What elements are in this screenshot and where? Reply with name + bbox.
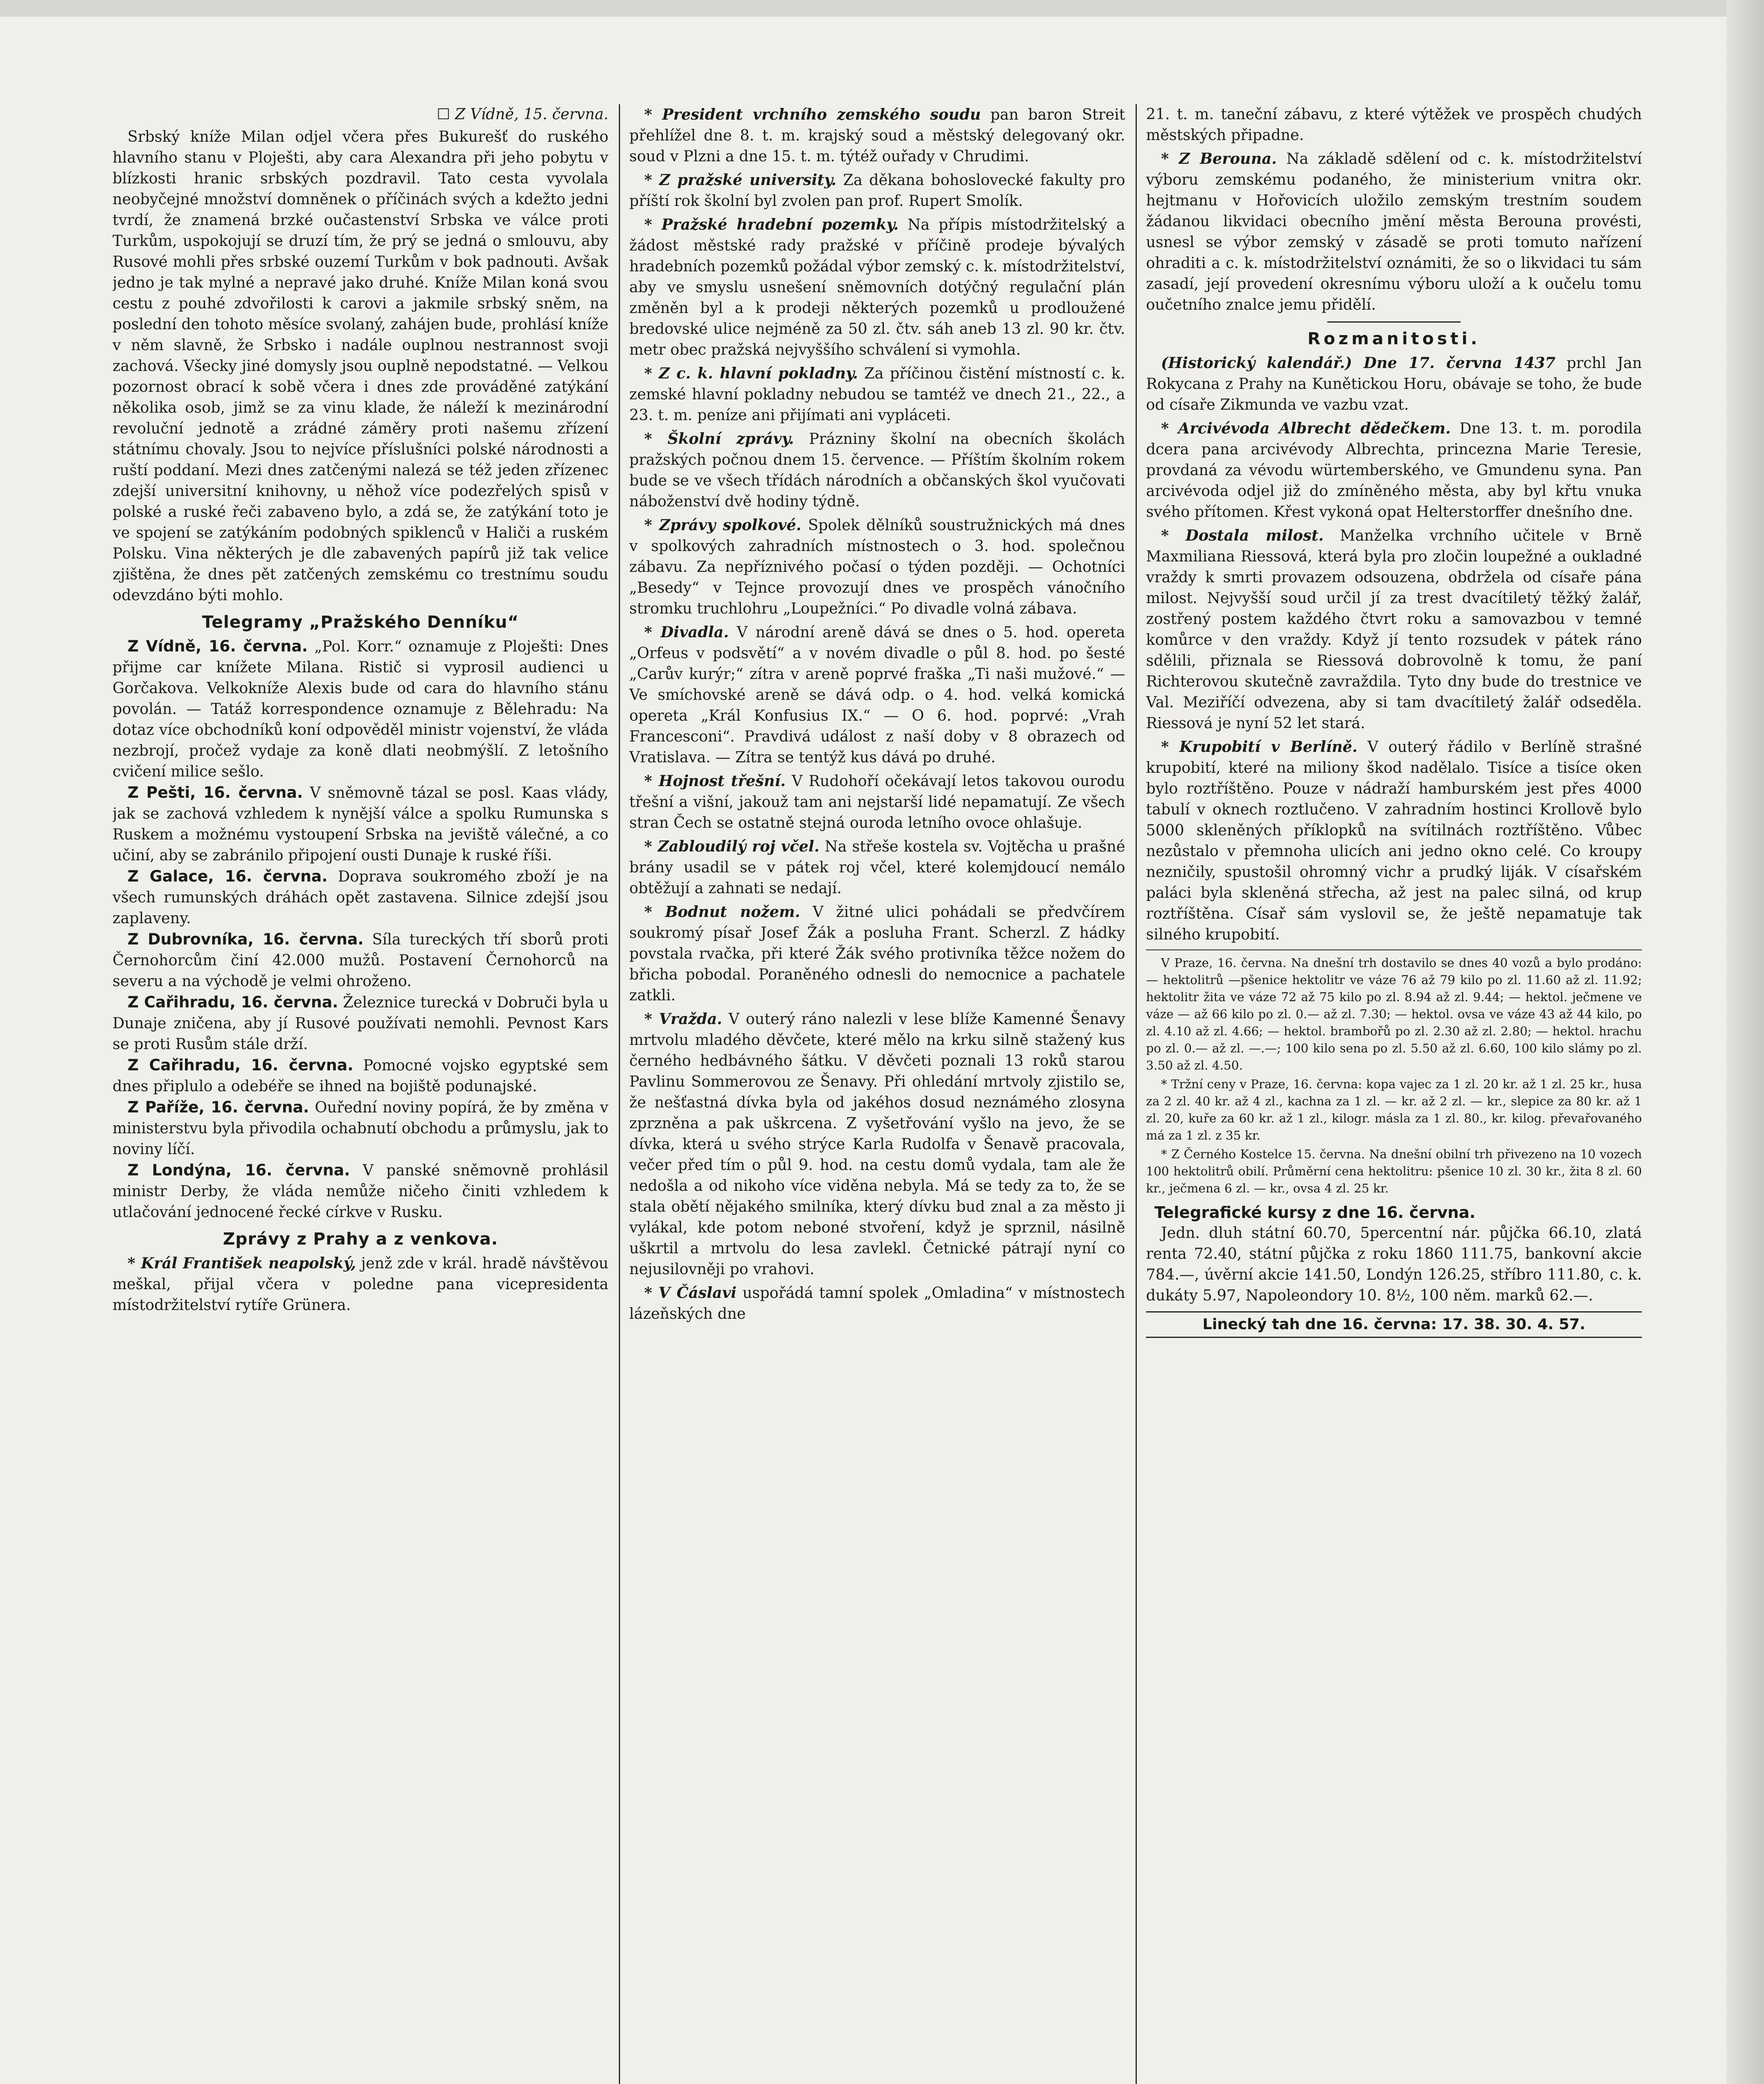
article-club-news	[629, 515, 1125, 619]
article-text: Na střeše kostela sv. Vojtěcha u prašné brány usadil se v pátek roj včel, které kolemjdoucí nemálo obtěžují a zahnati se nedají.	[629, 838, 1125, 897]
article-lead: * Arcivévoda Albrecht dědečkem.	[1161, 420, 1451, 437]
article-university	[629, 170, 1125, 212]
article-text: Dne 13. t. m. porodila dcera pana arcivévody Albrechta, princezna Marie Teresie, provdaná za vévodu würtemberského, ve Gmundenu syna. Pan arcivévoda odjel již do zmíněného města, aby byl křtu vnuka svého přítomen. Křest vykoná opat Helterstorffer dnešního dne.	[1146, 420, 1642, 521]
telegram-vienna	[113, 636, 608, 782]
article-king-naples	[113, 1253, 608, 1316]
telegram-place: Z Vídně, 16. června.	[128, 637, 308, 655]
article-bee-swarm	[629, 836, 1125, 899]
article-lead: * Bodnut nožem.	[644, 903, 800, 921]
article-text: V žitné ulici pohádali se předvčírem soukromý písař Josef Žák a posluha Frant. Scherzl. Z hádky povstala rvačka, při které Žák svého protivníka těžce nožem do břicha pobodal. Poraněného odnesli do nemocnice a pachatele zatkli.	[629, 904, 1125, 1004]
telegram-text: Síla tureckých tří sborů proti Černohorcům činí 42.000 mužů. Postavení Černohorců na severu a na východě je velmi ohroženo.	[113, 931, 608, 990]
article-lead: * Zabloudilý roj včel.	[644, 838, 820, 855]
article-text: Spolek dělníků soustružnických má dnes v spolkových zahradních místnostech o 3. hod. společnou zábavu. Za nepříznivého počasí o týden později. — Ochotníci „Besedy“ v Tejnce provozují dnes ve prospěch vánočního stromku truchlohru „Loupežníci.“ Po divadle volná zábava.	[629, 517, 1125, 617]
article-text: prchl Jan Rokycana z Prahy na Kunětickou Horu, obávaje se toho, že bude od císaře Zikmunda ve vazbu vzat.	[1146, 355, 1642, 413]
article-historical-calendar	[1146, 353, 1642, 416]
telegram-text: Doprava soukromého zboží je na všech rumunských dráhách opět zastavena. Silnice zdejší jsou zaplaveny.	[113, 868, 608, 927]
article-lead: * Školní zprávy.	[644, 430, 794, 448]
telegram-text: V panské sněmovně prohlásil ministr Derby, že vláda nemůže ničeho činiti vzhledem k utlačování jednocené řecké církve v Rusku.	[113, 1162, 608, 1221]
article-school-news	[629, 428, 1125, 512]
article-lead: * V Čáslavi	[644, 1284, 737, 1302]
market-reports	[1146, 954, 1642, 1197]
article-murder	[629, 1009, 1125, 1280]
article-president	[629, 104, 1125, 167]
telegram-constantinople-2	[113, 1055, 608, 1097]
article-lead: * Divadla.	[644, 624, 729, 641]
article-text: pan baron Streit přehlížel dne 8. t. m. krajský soud a městský delegovaný okr. soud v Plzni a dne 15. t. m. týtéž ouřady v Chrudimi.	[629, 106, 1125, 165]
divider	[1327, 321, 1461, 323]
telegram-paris	[113, 1097, 608, 1160]
telegram-text: „Pol. Korr.“ oznamuje z Ploješti: Dnes přijme car knížete Milana. Ristič si vyprosil audienci u Gorčakova. Velkokníže Alexis bude od cara do hlavního stánu povolán. — Tatáž korrespondence oznamuje z Bělehradu: Na dotaz více obchodníků koní odpověděl ministr vojenství, že vláda nezbrojí, pročež vydaje za koně dlati neobmýšlí. Z letošního cvičení milice sešlo.	[113, 638, 608, 780]
article-lead: * Král František neapolský,	[128, 1255, 356, 1272]
article-archduke	[1146, 418, 1642, 523]
article-hailstorm	[1146, 736, 1642, 945]
telegram-text: Pomocné vojsko egyptské sem dnes připlulo a odebéře se ihned na bojiště podunajské.	[113, 1057, 608, 1095]
article-lead: * Pražské hradební pozemky.	[644, 216, 899, 233]
telegram-place: Z Pešti, 16. června.	[128, 784, 303, 802]
telegram-place: Z Dubrovníka, 16. června.	[128, 930, 364, 948]
box-icon: ☐	[437, 106, 450, 123]
article-lead: * President vrchního zemského soudu	[644, 106, 981, 123]
market-prices: * Tržní ceny v Praze, 16. června: kopa vajec za 1 zl. 20 kr. až 1 zl. 25 kr., husa za 2 zl. 40 kr. až 4 zl., kachna za 1 zl. — kr. až 2 zl. — kr., slepice za 80 kr. až 1 zl. 20, kuře za 60 kr. až 1 zl., kilogr. másla za 1 zl. 80., kr. kilog. převařovaného má za 1 zl. z 35 kr.	[1146, 1077, 1642, 1142]
article-text: V outerý ráno nalezli v lese blíže Kamenné Šenavy mrtvolu mladého děvčete, které mělo na krku silně stažený kus černého hedbávného šátku. V děvčeti poznali 13 roků starou Pavlinu Sommerovou ze Šenavy. Při ohledání mrtvoly zjistilo se, že nešťastná dívka byla od jakéhos dosud neznámého zlosyna zprzněna a pak uškrcena. Z vyšetřování vyšlo na jevo, že se dívka, která u svého strýce Karla Rudolfa v Šenavě pracovala, večer před tím o půl 9. hod. na cestu domů vydala, tam ale že nedošla a od nikoho více viděna nebyla. Má se tedy za to, že se stala obětí nějakého smilníka, který dívku bud znal a za město ji vylákal, kde potom neboné stvoření, když je sprznil, násilně uškrtil a mrtvolu do lesa zavlekl. Četnické pátrají nyní co nejusilovněji po vrahovi.	[629, 1011, 1125, 1278]
section-title-zpravy: Zprávy z Prahy a z venkova.	[223, 1230, 498, 1249]
telegram-place: Z Paříže, 16. června.	[128, 1098, 309, 1116]
telegram-text: V sněmovně tázal se posl. Kaas vlády, jak se zachová vzhledem k nynější válce a spolku Rumunska s Ruskem a možnému vystoupení Srbska na jeviště válečné, a co učiní, aby se zabránilo připojení ousti Dunaje k ruské říši.	[113, 784, 608, 864]
article-text: V outerý řádilo v Berlíně strašné krupobití, které na miliony škod nadělalo. Tisíce a tisíce oken bylo roztříštěno. Pouze v nádraží hamburském jest přes 4000 tabulí v oknech roztlučeno. V zahradním hostinci Krollově bylo 5000 skleněných příklopků na svítilnách roztříštěno. Vůbec nezůstalo v přemnoha ulicích ani jedno okno celé. Co kroupy nezničily, spustošil ohromný vichr a prudký liják. V císařském paláci byla skleněná střecha, až jest na palec silná, od krup roztříštěna. Císař sám vyslovil se, že ještě nepamatuje tak silného krupobití.	[1146, 739, 1642, 943]
column-2	[629, 104, 1125, 2084]
telegram-place: Z Cařihradu, 16. června.	[128, 1056, 353, 1074]
article-caslav	[629, 1282, 1125, 1325]
article-beroun	[1146, 148, 1642, 316]
newspaper-page	[113, 104, 1688, 2084]
article-text: V národní areně dává se dnes o 5. hod. opereta „Orfeus v podsvětí“ a v novém divadle o půl 8. hod. po šesté „Carův kurýr;“ zítra v areně poprvé fraška „Ti naši mužové.“ — Ve smíchovské areně se dává odp. o 4. hod. velká komická opereta „Král Konfusius IX.“ — O 6. hod. poprvé: „Vrah Francesconi“. Pravdivá událost z naší doby v 8 obrazech od Vratislava. — Zítra se tentýž kus dává po druhé.	[629, 624, 1125, 766]
article-text: V Rudohoří očekávají letos takovou ourodu třešní a višní, jakouž tam ani nejstarší lidé nepamatují. Ze všech stran Čech se ostatně stejná ouroda letního ovoce ohlašuje.	[629, 773, 1125, 832]
article-text: Na přípis místodržitelský a žádost městské rady pražské v příčině prodeje bývalých hradebních pozemků požádal výbor zemský c. k. místodržitelství, aby ve smyslu usnešení sněmovních dotýčný regulační plán změněn byl a k prodeji některých pozemků u prodloužené bredovské ulice nejméně za 50 zl. čtv. sáh aneb 13 zl. 90 kr. čtv. metr obec pražská nejvyššího schválení si vymohla.	[629, 216, 1125, 358]
article-lead: * Zprávy spolkové.	[644, 516, 801, 534]
telegram-dubrovnik	[113, 929, 608, 992]
telegram-pest	[113, 782, 608, 866]
article-stabbing	[629, 902, 1125, 1006]
article-text: jenž zde v král. hradě návštěvou meškal, přijal včera v poledne pana vicepresidenta místodržitelství rytíře Grünera.	[113, 1255, 608, 1314]
article-text: Manželka vrchního učitele v Brně Maxmiliana Riessová, která byla pro zločin loupežné a oukladné vraždy k smrti provazem odsouzena, obdržela od císaře pána milost. Nejvyšší soud určil jí za trest dvacítiletý těžký žalář, zostřený postem každého čtvrt roku a samovazbou v temné komůrce v den vraždy. Když jí tento rozsudek v pátek ráno sdělili, přiznala se Riessová dobrovolně k tomu, že paní Richterovou skutečně zavraždila. Tyto dny bude do trestnice ve Val. Meziříčí odvezena, aby si tam dvacítiletý žalář odseděla. Riessová je nyní 52 let stará.	[1146, 527, 1642, 732]
scan-top-edge	[0, 0, 1764, 17]
exchange-rates: Jedn. dluh státní 60.70, 5percentní nár. půjčka 66.10, zlatá renta 72.40, státní půjčka z roku 1860 111.75, bankovní akcie 784.—, úvěrní akcie 141.50, Londýn 126.25, stříbro 111.80, c. k. dukáty 5.97, Napoleondory 10. 8½, 100 něm. marků 62.—.	[1146, 1225, 1642, 1304]
column-divider	[619, 104, 620, 2084]
article-rampart-lands	[629, 214, 1125, 361]
article-text: Prázniny školní na obecních školách pražských počnou dnem 15. července. — Příštím školním rokem bude se ve všech třídách národních a občanských škol vyučovati náboženství dvě hodiny týdně.	[629, 431, 1125, 510]
column-divider	[1136, 104, 1137, 2084]
telegram-galati	[113, 866, 608, 929]
article-lead: * Vražda.	[644, 1010, 722, 1028]
column-1	[113, 104, 608, 2084]
article-lead: * Dostala milost.	[1161, 527, 1324, 544]
article-lead: * Z pražské university.	[644, 171, 837, 189]
telegram-constantinople-1	[113, 992, 608, 1055]
article-lead: * Hojnost třešní.	[644, 772, 786, 790]
telegram-text: Ouřední noviny popírá, že by změna v ministerstvu byla přivodila ochabnutí obchodu a průmyslu, jak to noviny líčí.	[113, 1099, 608, 1158]
column-3	[1146, 104, 1642, 2084]
article-pardon	[1146, 525, 1642, 734]
telegram-place: Z Cařihradu, 16. června.	[128, 993, 338, 1011]
dateline: ☐ Z Vídně, 15. června.	[437, 106, 608, 123]
telegram-london	[113, 1160, 608, 1223]
article-text: Za příčinou čistění místností c. k. zemské hlavní pokladny nebudou se tamtéž ve dnech 21., 22., a 23. t. m. peníze ani přijímati ani vypláceti.	[629, 365, 1125, 424]
telegram-place: Z Londýna, 16. června.	[128, 1161, 350, 1179]
article-text: Na základě sdělení od c. k. místodržitelství výboru zemskému podaného, že ministerium vnitra okr. hejtmanu v Hořovicích uložilo zemským trestním soudem žádanou likvidaci obecního jmění města Berouna provésti, usnesl se výbor zemský v zásadě se proti tomuto nařízení ohraditi a c. k. místodržitelství oznámiti, že so o likvidaci tu sám zasadí, její provedení okresnímu výboru uloží a k oučelu tomu oučetního znalce jemu přidělí.	[1146, 150, 1642, 313]
article-theatres	[629, 622, 1125, 768]
exchange-rates-title: Telegrafické kursy z dne 16. června.	[1154, 1203, 1476, 1222]
telegram-place: Z Galace, 16. června.	[128, 867, 328, 885]
market-prague: V Praze, 16. června. Na dnešní trh dostavilo se dnes 40 vozů a bylo prodáno: — hektolitrů —pšenice hektolitr ve váze 76 až 79 kilo po zl. 11.60 až zl. 11.92; hektolitr žita ve váze 72 až 75 kilo po zl. 8.94 až zl. 9.44; — hektol. ječmene ve váze — až 66 kilo po zl. 0.— až zl. 7.30; — hektol. ovsa ve váze 43 až 44 kilo, po zl. 4.10 až zl. 4.66; — hektol. brambořů po zl. 2.30 až zl. 2.80; — hektol. hrachu po zl. 0.— až zl. —.—; 100 kilo sena po zl. 5.50 až zl. 6.60, 100 kilo slámy po zl. 3.50 až zl. 4.50.	[1146, 956, 1642, 1072]
article-text: Za děkana bohoslovecké fakulty pro příští rok školní byl zvolen pan prof. Rupert Smolík.	[629, 172, 1125, 210]
article-caslav-continued: 21. t. m. taneční zábavu, z které výtěžek ve prospěch chudých městských připadne.	[1146, 106, 1642, 144]
article-lead: * Z Berouna.	[1161, 150, 1277, 168]
article-lead: (Historický kalendář.) Dne 17. června 1437	[1161, 354, 1556, 372]
telegram-text: Železnice turecká v Dobruči byla u Dunaje zničena, aby jí Rusové používati nemohli. Pevnost Kars se proti Rusům stále drží.	[113, 994, 608, 1053]
article-lead: * Z c. k. hlavní pokladny.	[644, 365, 858, 382]
article-treasury	[629, 363, 1125, 426]
section-title-rozmanitosti: Rozmanitosti.	[1307, 329, 1481, 348]
divider	[1146, 949, 1642, 950]
market-kostelec: * Z Černého Kostelce 15. června. Na dnešní obilní trh přivezeno na 10 vozech 100 hektolitrů obilí. Průměrní cena hektolitru: pšenice 10 zl. 30 kr., žita 8 zl. 60 kr., ječmena 6 zl. — kr., ovsa 4 zl. 25 kr.	[1146, 1147, 1642, 1195]
article-cherries	[629, 771, 1125, 834]
section-title-telegramy: Telegramy „Pražského Denníku“	[202, 613, 519, 632]
article-milan: Srbský kníže Milan odjel včera přes Bukurešť do ruského hlavního stanu v Ploješti, aby cara Alexandra při jeho pobytu v blízkosti hranic srbských pozdravil. Tato cesta vyvolala neobyčejné množství domněnek o příčinách svých a kdežto jedni tvrdí, že znamená brzké oučastenství Srbska ve válce proti Turkům, uspokojují se druzí tím, že prý se jedná o smlouvu, aby Rusové mohli přes srbské ouzemí Turkům v bok padnouti. Avšak jedno je tak mylné a nepravé jako druhé. Kníže Milan koná svou cestu z pouhé zdvořilosti k carovi a jakmile srbský sněm, na poslední den tohoto měsíce svolaný, zahájen bude, prohlásí kníže v něm slavně, že Srbsko i nadále ouplnou nestrannost svoji zachová. Všecky jiné domysly jsou ouplně nepodstatné. — Velkou pozornost obrací k sobě včera i dnes zde prováděné zatýkání několika osob, jimž se za vinu klade, že náleží k mezinárodní revoluční jednotě a zrádné záměry proti našemu zřízení státnímu chovaly. Jsou to nejvíce příslušníci polské národnosti a ruští poddaní. Mezi dnes zatčenými nalezá se též jeden zřízenec zdejší universitní knihovny, u něhož více podezřelých spisů v polské a ruské řeči zabaveno bylo, a zdá se, že zatýkání toto je ve spojení se zatýkáním podobných spiklenců v Haliči a ruském Polsku. Vina některých je dle zabavených papírů již tak velice zjištěna, že dnes pět zatčených zemskému co trestnímu soudu odevzdáno býti mohlo.	[113, 128, 608, 604]
article-text: uspořádá tamní spolek „Omladina“ v místnostech lázeňských dne	[629, 1285, 1125, 1323]
lottery-draw: Linecký tah dne 16. června: 17. 38. 30. 4. 57.	[1146, 1311, 1642, 1338]
scan-right-edge	[1726, 0, 1764, 2084]
article-lead: * Krupobití v Berlíně.	[1161, 738, 1358, 756]
